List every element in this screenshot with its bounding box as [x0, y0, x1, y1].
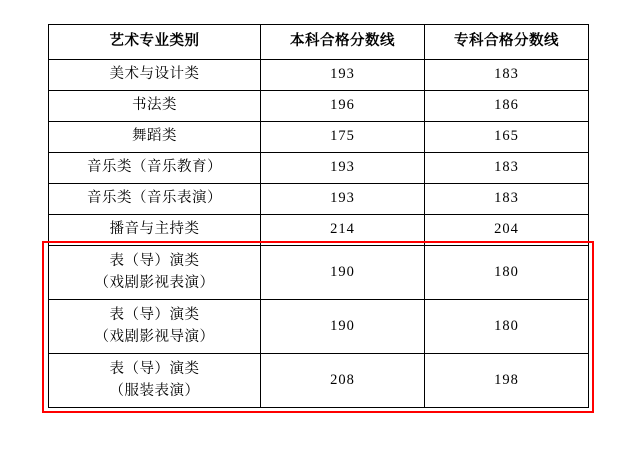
cell-undergraduate-score: 190 [261, 246, 425, 300]
cell-college-score: 183 [425, 60, 589, 91]
cell-undergraduate-score: 208 [261, 354, 425, 408]
cell-category [49, 354, 261, 408]
category-line: （戏剧影视导演） [94, 328, 215, 345]
table-header-row [49, 25, 589, 60]
table-row [49, 184, 589, 215]
cell-category [49, 60, 261, 91]
table-header [49, 25, 589, 60]
cell-college-score: 183 [425, 153, 589, 184]
score-table-container [48, 24, 588, 408]
category-line: 舞蹈类 [132, 128, 177, 145]
column-header-college: 专科合格分数线 [425, 25, 589, 60]
art-major-score-table [48, 24, 589, 408]
table-row [49, 60, 589, 91]
category-line: 书法类 [132, 97, 177, 114]
category-line: 音乐类（音乐教育） [87, 159, 222, 176]
table-row [49, 122, 589, 153]
cell-category [49, 153, 261, 184]
cell-category [49, 246, 261, 300]
category-line: （戏剧影视表演） [94, 274, 215, 291]
table-row [49, 91, 589, 122]
table-row [49, 354, 589, 408]
category-line: （服装表演） [109, 382, 200, 399]
cell-undergraduate-score: 193 [261, 184, 425, 215]
cell-college-score: 186 [425, 91, 589, 122]
table-row [49, 153, 589, 184]
table-body [49, 60, 589, 408]
cell-category [49, 184, 261, 215]
cell-undergraduate-score: 190 [261, 300, 425, 354]
cell-college-score: 204 [425, 215, 589, 246]
cell-college-score: 198 [425, 354, 589, 408]
cell-undergraduate-score: 175 [261, 122, 425, 153]
category-line: 表（导）演类 [109, 361, 200, 378]
cell-college-score: 165 [425, 122, 589, 153]
cell-undergraduate-score: 193 [261, 153, 425, 184]
cell-category [49, 215, 261, 246]
cell-category [49, 91, 261, 122]
cell-college-score: 180 [425, 300, 589, 354]
cell-college-score: 183 [425, 184, 589, 215]
column-header-category: 艺术专业类别 [49, 25, 261, 60]
cell-undergraduate-score: 196 [261, 91, 425, 122]
category-line: 表（导）演类 [109, 253, 200, 270]
table-row [49, 300, 589, 354]
cell-category [49, 122, 261, 153]
category-line: 表（导）演类 [109, 307, 200, 324]
cell-category [49, 300, 261, 354]
category-line: 播音与主持类 [109, 221, 200, 238]
category-line: 音乐类（音乐表演） [87, 190, 222, 207]
table-row [49, 246, 589, 300]
cell-undergraduate-score: 214 [261, 215, 425, 246]
cell-undergraduate-score: 193 [261, 60, 425, 91]
table-row [49, 215, 589, 246]
column-header-undergraduate: 本科合格分数线 [261, 25, 425, 60]
category-line: 美术与设计类 [109, 66, 200, 83]
cell-college-score: 180 [425, 246, 589, 300]
